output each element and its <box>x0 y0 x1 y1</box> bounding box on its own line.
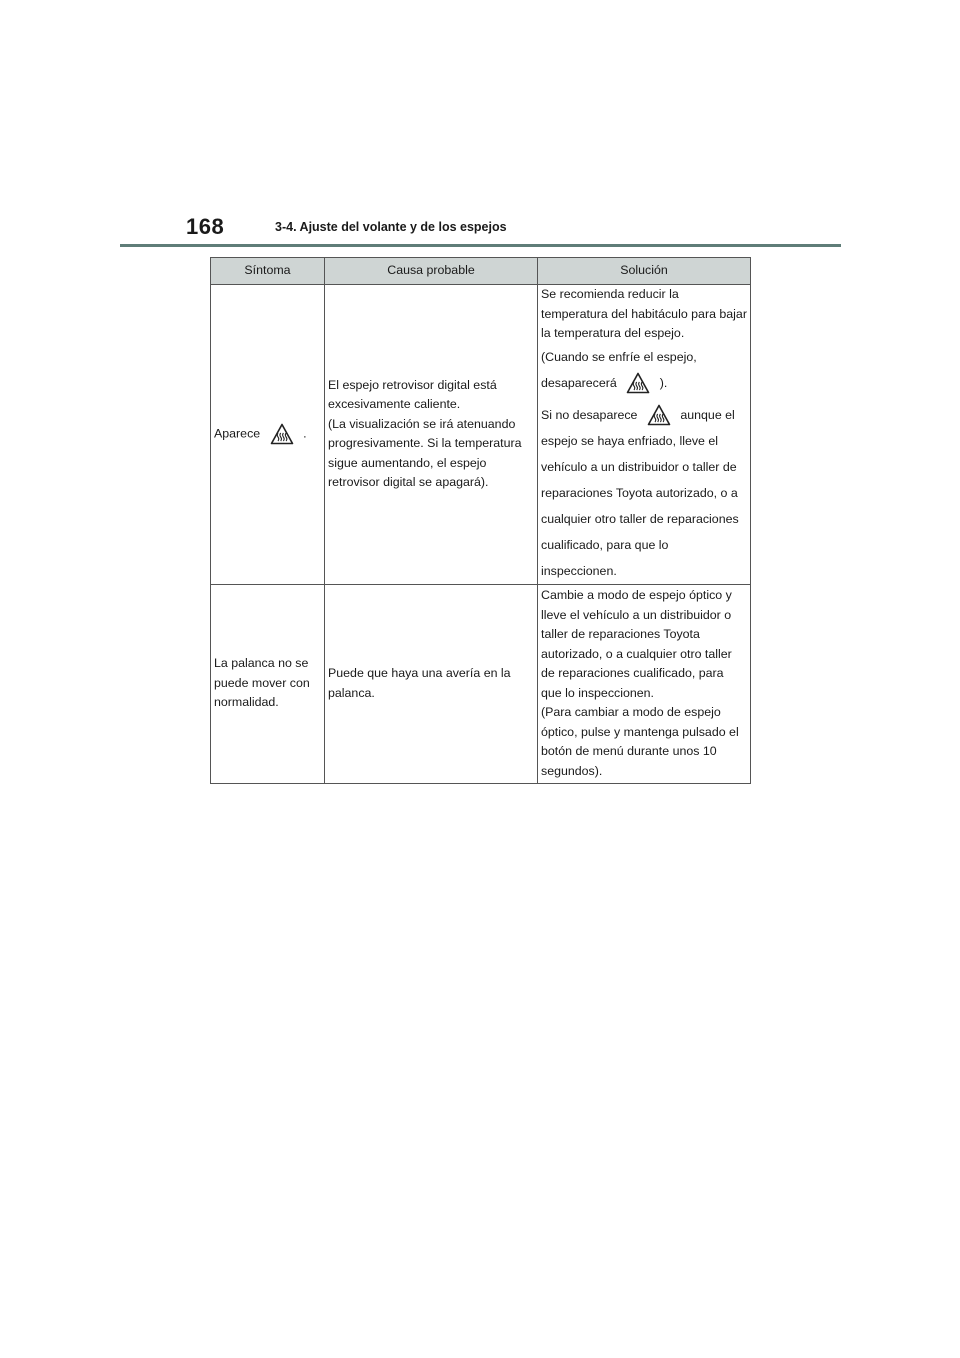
solution-text: Se recomienda reducir la temperatura del habitáculo para bajar la temperatura del espejo. <box>541 287 747 340</box>
symptom-cell <box>211 584 325 783</box>
column-header-cause: Causa probable <box>325 258 538 285</box>
table-row <box>211 285 751 585</box>
solution-followup <box>541 402 747 584</box>
mirror-overheat-warning-icon <box>647 404 671 426</box>
symptom-text: Aparece <box>214 426 261 441</box>
table-header-row <box>211 258 751 285</box>
solution-text: Cambie a modo de espejo óptico y lleve el vehículo a un distribuidor o taller de reparaciones Toyota autorizado, o a cualquier otro taller de reparaciones cualificado, para que lo inspeccionen. <box>541 588 732 700</box>
mirror-overheat-warning-icon <box>270 423 294 445</box>
cause-text: El espejo retrovisor digital está excesivamente caliente. <box>328 377 497 412</box>
troubleshooting-table <box>210 257 751 784</box>
header-divider <box>120 244 841 247</box>
cause-note: (La visualización se irá atenuando progresivamente. Si la temperatura sigue aumentando, el espejo retrovisor digital se apagará). <box>328 416 522 490</box>
symptom-cell <box>211 285 325 585</box>
cause-cell <box>325 584 538 783</box>
cause-cell <box>325 285 538 585</box>
solution-followup-rest: aunque el espejo se haya enfriado, lleve el vehículo a un distribuidor o taller de reparaciones Toyota autorizado, o a cualquier otro taller de reparaciones cualificado, para que lo inspeccionen. <box>541 407 739 578</box>
solution-note <box>541 344 747 396</box>
solution-note-text: (Cuando se enfríe el espejo, desaparecerá <box>541 349 697 390</box>
table-row <box>211 584 751 783</box>
symptom-text-end: . <box>303 426 307 441</box>
solution-note: (Para cambiar a modo de espejo óptico, pulse y mantenga pulsado el botón de menú durante unos 10 segundos). <box>541 705 739 778</box>
column-header-solution: Solución <box>538 258 751 285</box>
solution-followup-start: Si no desaparece <box>541 407 638 422</box>
cause-text: Puede que haya una avería en la palanca. <box>328 666 511 700</box>
section-title: 3-4. Ajuste del volante y de los espejos <box>275 220 507 234</box>
mirror-overheat-warning-icon <box>626 372 650 394</box>
solution-cell <box>538 584 751 783</box>
solution-cell <box>538 285 751 585</box>
symptom-text: La palanca no se puede mover con normalidad. <box>214 656 310 710</box>
solution-note-end: ). <box>659 375 668 390</box>
column-header-symptom: Síntoma <box>211 258 325 285</box>
page-number: 168 <box>186 214 225 239</box>
